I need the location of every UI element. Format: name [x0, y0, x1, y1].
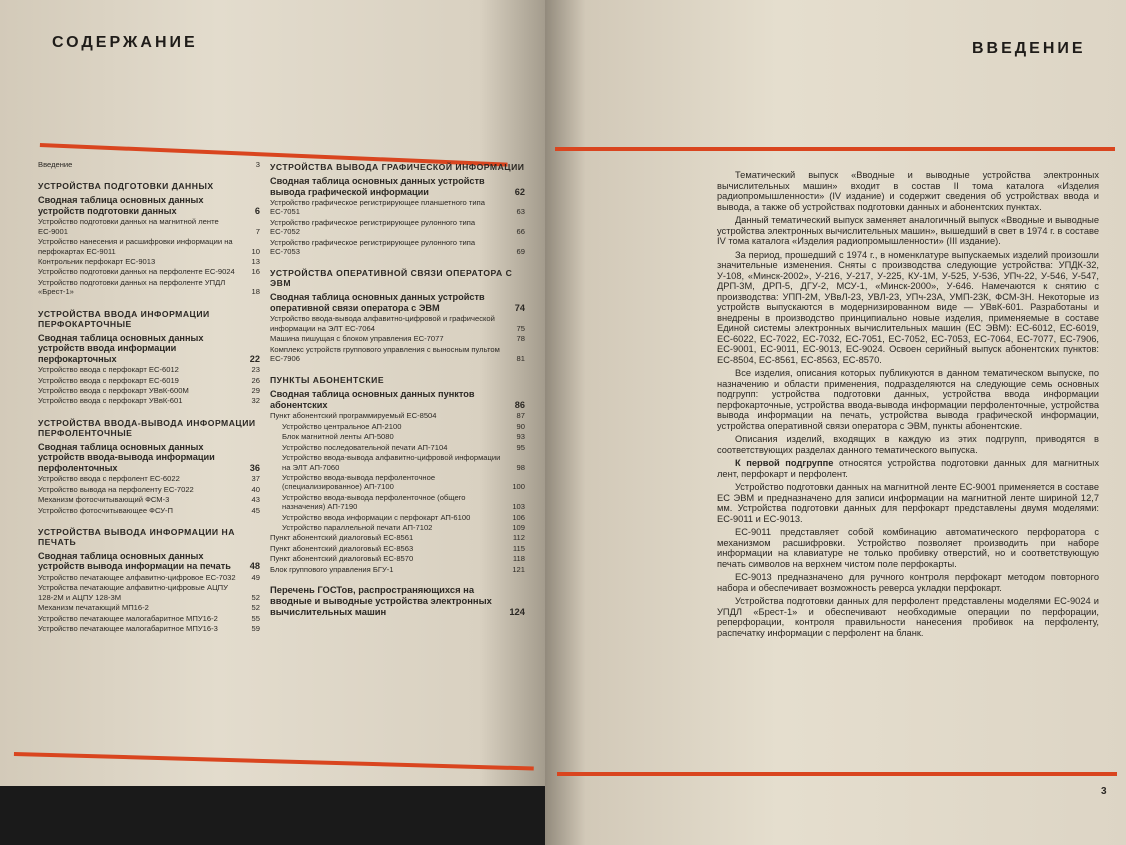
- toc-page-number: 86: [514, 399, 525, 410]
- toc-entry: [270, 411, 525, 420]
- toc-summary-entry: [270, 176, 525, 197]
- toc-page-number: 118: [512, 554, 525, 564]
- toc-page-number: 93: [516, 432, 525, 442]
- toc-page-number: 74: [514, 302, 525, 313]
- toc-entry: [270, 218, 525, 237]
- toc-page-number: 6: [254, 205, 260, 216]
- toc-entry-title: Сводная таблица основных данных устройств подготовки данных: [38, 195, 204, 216]
- toc-entry-title: Сводная таблица основных данных устройств ввода-вывода информации перфоленточных: [38, 441, 215, 473]
- toc-entry-title: Сводная таблица основных данных устройств вывода информации на печать: [38, 550, 231, 572]
- toc-entry: [38, 257, 260, 266]
- toc-entry: [270, 422, 525, 431]
- toc-entry-title: Устройство печатающее малогабаритное МПУ16-2: [38, 613, 218, 623]
- toc-entry-title: Устройство печатающее малогабаритное МПУ16-3: [38, 623, 218, 633]
- toc-entry-title: Устройство подготовки данных на магнитной ленте ЕС-9001: [38, 217, 219, 236]
- intro-paragraph: За период, прошедший с 1974 г., в номенклатуре выпускаемых изделий произошли значительные изменения. Сняты с производства следующие устройства: УПДК-32, У-108, «Минск-2002», У-216, У-217, У-225, КУ-1М, У-525, У-536, УПч-22, У-546, У-547, ДРП-3М, ДРП-5, ДГУ-2, МСУ-1, «Минск-2000», У-646. Намечаются к снятию с производства: УПП-2М, УВвЛ-23, УВЛ-23, УПч-23А, УМП-23К, ФСМ-3Н. Некоторые из устройств выпускаются в модернизированном виде — УВвК-601. Разработаны и внедрены в производство принципиально новые изделия, применяемые в составе Единой системы электронных вычислительных машин (ЕС ЭВМ): ЕС-6012, ЕС-6019, ЕС-6022, ЕС-7022, ЕС-7032, ЕС-7051, ЕС-7052, ЕС-7053, ЕС-7064, ЕС-7077, ЕС-7906, ЕС-9001, ЕС-9011, ЕС-9013, ЕС-9024. Освоен серийный выпуск абонентских пунктов: ЕС-8504, ЕС-8561, ЕС-8563, ЕС-8570.: [717, 249, 1099, 365]
- toc-page-number: 45: [251, 505, 260, 515]
- toc-entry-title: Машина пишущая с блоком управления ЕС-7077: [270, 334, 444, 344]
- toc-entry: [270, 432, 525, 441]
- toc-page-number: 37: [251, 474, 260, 484]
- toc-entry: [270, 473, 525, 492]
- toc-entry: [270, 554, 525, 563]
- toc-summary-entry: [38, 333, 260, 365]
- toc-entry-title: Устройство графическое регистрирующее рулонного типа ЕС-7052: [270, 217, 476, 237]
- bottom-rule: [557, 772, 1117, 776]
- toc-entry-title: Устройство ввода с перфолент ЕС-6022: [38, 474, 180, 484]
- toc-page-number: 81: [516, 354, 525, 364]
- bottom-rule: [14, 752, 534, 771]
- toc-page-number: 52: [251, 592, 260, 602]
- intro-paragraph: Данный тематический выпуск заменяет аналогичный выпуск «Вводные и выводные устройства электронных вычислительных машин», вышедший в свет в 1974 г. в составе IV тома каталога «Изделия радиопромышленности» (III издание).: [717, 215, 1099, 246]
- toc-page-number: 103: [512, 502, 525, 512]
- toc-page-number: 55: [251, 613, 260, 623]
- toc-entry: [270, 584, 525, 617]
- toc-entry: [38, 474, 260, 483]
- toc-page-number: 36: [249, 462, 260, 473]
- left-page: [0, 0, 545, 845]
- intro-paragraph: Устройства подготовки данных для перфолент представлены моделями ЕС-9024 и УПДЛ «Брест-1» и обеспечивают необходимые операции по перфорации, реперфорации, контроля правильности нанесения пробивок на перфоленту, распечатку информации с перфолент на бланк.: [717, 596, 1099, 638]
- toc-column-2: [270, 150, 525, 618]
- toc-entry: [38, 386, 260, 395]
- toc-page-number: 63: [516, 207, 525, 217]
- toc-entry-title: Устройства печатающие алфавитно-цифровые АЦПУ 128-2М и АЦПУ 128-3М: [38, 583, 228, 602]
- toc-section-heading: УСТРОЙСТВА ОПЕРАТИВНОЙ СВЯЗИ ОПЕРАТОРА С ЭВМ: [270, 268, 513, 289]
- toc-column-1: [38, 160, 260, 634]
- toc-page-number: 7: [255, 226, 260, 236]
- toc-entry: [270, 443, 525, 452]
- toc-entry: [38, 278, 260, 297]
- toc-entry: [270, 544, 525, 553]
- toc-page-number: 124: [509, 605, 525, 617]
- toc-page-number: 78: [516, 334, 525, 344]
- toc-page-number: 66: [516, 227, 525, 237]
- toc-page-number: 106: [512, 512, 525, 522]
- toc-entry-title: Устройство графическое регистрирующее рулонного типа ЕС-7053: [270, 237, 476, 257]
- intro-paragraph: Тематический выпуск «Вводные и выводные устройства электронных вычислительных машин» входит в состав II тома каталога «Изделия радиопромышленности» (IV издание) и содержит сведения об устройствах ввода и вывода, а также об устройствах подготовки данных и абонентских пунктах.: [717, 170, 1099, 212]
- toc-page-number: 112: [512, 533, 525, 543]
- contents-heading: СОДЕРЖАНИЕ: [52, 34, 198, 51]
- toc-page-number: 90: [516, 421, 525, 431]
- toc-page-number: 48: [249, 561, 260, 572]
- toc-entry-title: Комплекс устройств группового управления с выносным пультом ЕС-7906: [270, 344, 500, 364]
- toc-page-number: 18: [251, 287, 260, 297]
- toc-entry: [270, 453, 525, 472]
- toc-section-heading: УСТРОЙСТВА ВЫВОДА ГРАФИЧЕСКОЙ ИНФОРМАЦИИ: [270, 162, 525, 172]
- page-number: 3: [1101, 786, 1107, 797]
- toc-entry: [38, 376, 260, 385]
- toc-entry-title: Устройство фотосчитывающее ФСУ-П: [38, 505, 174, 515]
- toc-entry-title: Устройство центральное АП-2100: [282, 421, 402, 431]
- toc-entry-title: Устройство параллельной печати АП-7102: [282, 522, 433, 532]
- toc-section-heading: ПУНКТЫ АБОНЕНТСКИЕ: [270, 375, 385, 386]
- toc-entry-title: Введение: [38, 160, 73, 169]
- toc-page-number: 59: [251, 623, 260, 633]
- introduction-heading: ВВЕДЕНИЕ: [972, 40, 1086, 57]
- toc-entry: [270, 533, 525, 542]
- toc-entry: [38, 495, 260, 504]
- toc-entry-title: Устройство последовательной печати АП-7104: [282, 442, 448, 452]
- shadow-band: [0, 786, 545, 845]
- toc-entry-title: Сводная таблица основных данных устройств оперативной связи оператора с ЭВМ: [270, 292, 485, 313]
- toc-entry-title: Устройство графическое регистрирующее планшетного типа ЕС-7051: [270, 198, 485, 217]
- toc-page-number: 13: [251, 257, 260, 267]
- toc-entry-title: Устройство ввода с перфокарт УВвК-601: [38, 396, 183, 406]
- toc-entry: [270, 493, 525, 512]
- toc-entry-title: Устройство ввода с перфокарт ЕС-6019: [38, 375, 179, 385]
- toc-entry-title: Устройство подготовки данных на перфоленте ЕС-9024: [38, 267, 235, 277]
- toc-entry: [38, 237, 260, 256]
- toc-section-heading: УСТРОЙСТВА ВВОДА ИНФОРМАЦИИ ПЕРФОКАРТОЧНЫЕ: [38, 308, 210, 329]
- top-rule: [555, 147, 1115, 151]
- toc-summary-entry: [38, 442, 260, 474]
- toc-section-heading: УСТРОЙСТВА ПОДГОТОВКИ ДАННЫХ: [38, 181, 214, 192]
- toc-page-number: 75: [516, 323, 525, 333]
- toc-entry-title: Механизм печатающий МП16-2: [38, 603, 149, 613]
- toc-page-number: 32: [251, 396, 260, 406]
- toc-page-number: 43: [251, 495, 260, 505]
- toc-entry-title: Устройство нанесения и расшифровки информации на перфокартах ЕС-9011: [38, 237, 233, 256]
- toc-entry: [270, 565, 525, 574]
- toc-page-number: 3: [255, 160, 260, 169]
- toc-page-number: 100: [512, 482, 525, 492]
- toc-entry-title: Устройство ввода-вывода перфоленточное (специализированное) АП-7100: [282, 472, 436, 492]
- intro-paragraph: ЕС-9013 предназначено для ручного контроля перфокарт методом повторного набора и обеспечивает возможность реверса укладки перфокарт.: [717, 572, 1099, 593]
- toc-entry: [38, 573, 260, 582]
- toc-page-number: 16: [251, 267, 260, 277]
- toc-page-number: 23: [251, 365, 260, 375]
- toc-entry-title: Механизм фотосчитывающий ФСМ-3: [38, 495, 170, 505]
- toc-page-number: 22: [249, 353, 260, 364]
- toc-page-number: 98: [516, 462, 525, 472]
- intro-paragraph: К первой подгруппе относятся устройства подготовки данных для магнитных лент, перфокарт и перфолент.: [717, 458, 1099, 479]
- toc-entry: [38, 160, 260, 169]
- toc-entry-title: Устройство вывода на перфоленту ЕС-7022: [38, 484, 194, 494]
- toc-entry-title: Устройство ввода с перфокарт УВвК-600М: [38, 385, 189, 395]
- toc-entry: [38, 365, 260, 374]
- toc-summary-entry: [270, 292, 525, 313]
- toc-entry: [270, 523, 525, 532]
- intro-paragraph: ЕС-9011 представляет собой комбинацию автоматического перфоратора с механизмом расшифровки. Устройство позволяет производить при наборе информации на клавиатуре не только пробивку отверстий, но и соответствующую печать символов на верхнем чистом поле перфокарты.: [717, 527, 1099, 569]
- toc-entry: [270, 238, 525, 257]
- toc-section-heading: УСТРОЙСТВА ВВОДА-ВЫВОДА ИНФОРМАЦИИ ПЕРФОЛЕНТОЧНЫЕ: [38, 417, 256, 438]
- intro-paragraph: Все изделия, описания которых публикуются в данном тематическом выпуске, по назначению и области применения, подразделяются на следующие семь основных подгрупп: устройства подготовки данных, устройства ввода информации перфокарточные, устройства ввода-вывода информации перфоленточные, устройства вывода информации на печать, устройства вывода графической информации, устройства оперативной связи оператора с ЭВМ, пункты абонентские.: [717, 368, 1099, 431]
- toc-entry: [270, 334, 525, 343]
- toc-entry-title: Пункт абонентский диалоговый ЕС-8570: [270, 554, 414, 564]
- toc-page-number: 26: [251, 375, 260, 385]
- toc-entry-title: Пункт абонентский программируемый ЕС-8504: [270, 411, 437, 421]
- toc-summary-entry: [38, 195, 260, 216]
- right-page: [545, 0, 1126, 845]
- toc-entry: [38, 583, 260, 602]
- toc-page-number: 109: [512, 522, 525, 532]
- intro-lead: К первой подгруппе: [735, 458, 834, 468]
- toc-entry-title: Устройство ввода информации с перфокарт АП-6100: [282, 512, 471, 522]
- toc-entry-title: Блок группового управления БГУ-1: [270, 564, 394, 574]
- toc-summary-entry: [270, 389, 525, 410]
- introduction-text: [717, 170, 1099, 641]
- toc-page-number: 62: [514, 186, 525, 197]
- toc-page-number: 29: [251, 385, 260, 395]
- toc-entry-title: Устройство ввода с перфокарт ЕС-6012: [38, 365, 179, 375]
- toc-entry: [270, 513, 525, 522]
- toc-entry-title: Устройство подготовки данных на перфоленте УПДЛ «Брест-1»: [38, 277, 226, 297]
- toc-entry-title: Сводная таблица основных данных устройств вывода графической информации: [270, 176, 485, 197]
- toc-entry-title: Блок магнитной ленты АП-5080: [282, 432, 394, 442]
- toc-page-number: 10: [251, 246, 260, 256]
- toc-entry: [38, 485, 260, 494]
- toc-page-number: 40: [251, 484, 260, 494]
- toc-entry: [38, 217, 260, 236]
- toc-entry: [270, 198, 525, 217]
- toc-summary-entry: [38, 551, 260, 572]
- toc-entry: [270, 314, 525, 333]
- toc-entry-title: Устройство ввода-вывода алфавитно-цифровой и графической информации на ЭЛТ ЕС-7064: [270, 314, 495, 333]
- toc-page-number: 52: [251, 603, 260, 613]
- toc-page-number: 95: [516, 442, 525, 452]
- intro-paragraph: Описания изделий, входящих в каждую из этих подгрупп, приводятся в соответствующих разделах данного тематического выпуска.: [717, 434, 1099, 455]
- toc-entry: [270, 345, 525, 364]
- toc-page-number: 115: [512, 543, 525, 553]
- toc-entry-title: Устройство ввода-вывода алфавитно-цифровой информации на ЭЛТ АП-7060: [282, 453, 501, 472]
- toc-entry-title: Пункт абонентский диалоговый ЕС-8561: [270, 533, 414, 543]
- toc-entry: [38, 614, 260, 623]
- toc-entry-title: Устройство печатающее алфавитно-цифровое ЕС-7032: [38, 572, 236, 582]
- intro-paragraph: Устройство подготовки данных на магнитной ленте ЕС-9001 применяется в составе ЕС ЭВМ и предназначено для записи информации на магнитной ленте шириной 12,7 мм. Устройства подготовки данных для перфокарт представлены двумя моделями: ЕС-9011 и ЕС-9013.: [717, 482, 1099, 524]
- toc-entry-title: Сводная таблица основных данных устройств ввода информации перфокарточных: [38, 332, 204, 364]
- toc-entry: [38, 624, 260, 633]
- toc-page-number: 49: [251, 572, 260, 582]
- toc-entry-title: Контрольник перфокарт ЕС-9013: [38, 257, 156, 267]
- toc-entry: [38, 603, 260, 612]
- toc-entry-title: Пункт абонентский диалоговый ЕС-8563: [270, 543, 414, 553]
- toc-entry: [38, 506, 260, 515]
- toc-entry: [38, 396, 260, 405]
- toc-page-number: 87: [516, 411, 525, 421]
- toc-section-heading: УСТРОЙСТВА ВЫВОДА ИНФОРМАЦИИ НА ПЕЧАТЬ: [38, 526, 235, 547]
- toc-entry-title: Перечень ГОСТов, распространяющихся на вводные и выводные устройства электронных вычислительных машин: [270, 583, 492, 617]
- toc-page-number: 121: [512, 564, 525, 574]
- toc-entry-title: Устройство ввода-вывода перфоленточное (общего назначения) АП-7190: [282, 492, 466, 512]
- toc-page-number: 69: [516, 247, 525, 257]
- toc-entry: [38, 267, 260, 276]
- toc-entry-title: Сводная таблица основных данных пунктов абонентских: [270, 389, 475, 410]
